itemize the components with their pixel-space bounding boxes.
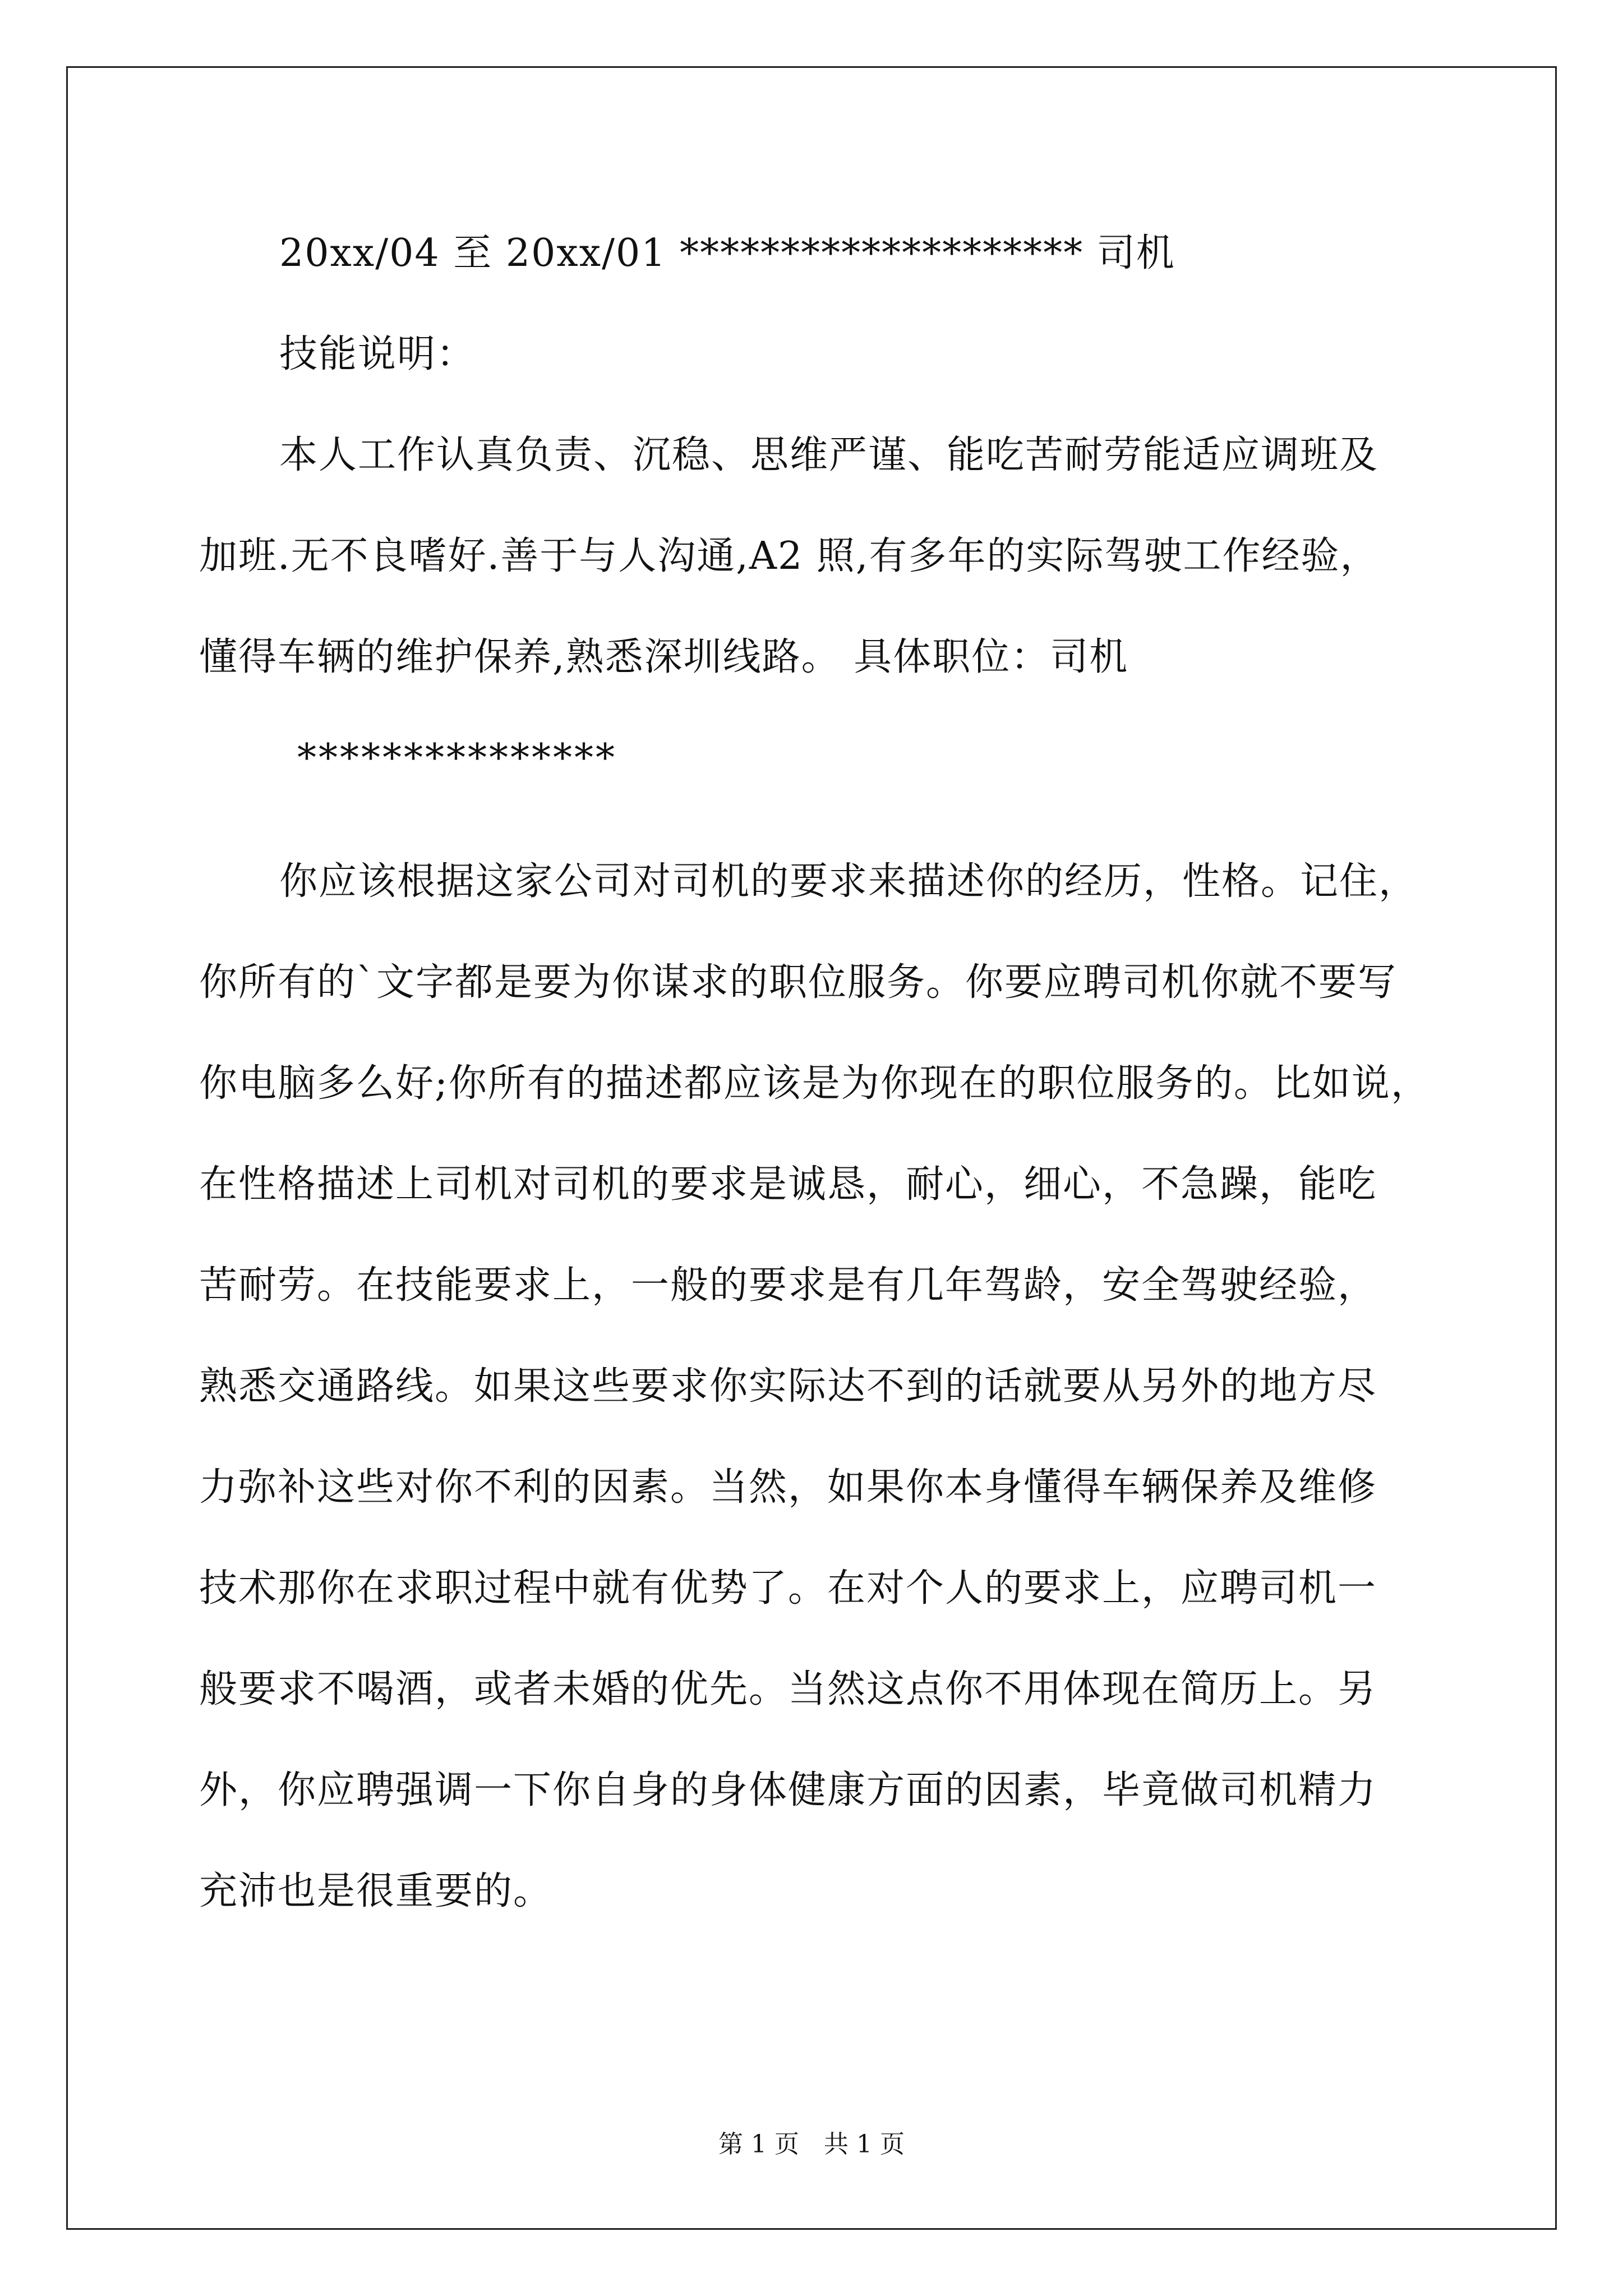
advice-line: 技术那你在求职过程中就有优势了。在对个人的要求上，应聘司机一 [199,1566,1377,1611]
skills-heading: 技能说明： [279,332,476,376]
advice-line: 苦耐劳。在技能要求上，一般的要求是有几年驾龄，安全驾驶经验， [199,1263,1377,1308]
advice-line: 你所有的`文字都是要为你谋求的职位服务。你要应聘司机你就不要写 [199,960,1398,1005]
advice-line: 在性格描述上司机对司机的要求是诚恳，耐心，细心，不急躁，能吃 [199,1162,1377,1207]
separator-stars: *************** [297,736,617,780]
advice-line: 充沛也是很重要的。 [199,1869,553,1913]
skills-line: 加班.无不良嗜好.善于与人沟通,A2 照,有多年的实际驾驶工作经验， [199,534,1380,578]
advice-line: 你电脑多么好;你所有的描述都应该是为你现在的职位服务的。比如说， [199,1061,1430,1106]
advice-line: 你应该根据这家公司对司机的要求来描述你的经历，性格。记住， [279,859,1418,904]
job-period-line: 20xx/04 至 20xx/01 ******************** 司机 [279,231,1175,275]
advice-line: 熟悉交通路线。如果这些要求你实际达不到的话就要从另外的地方尽 [199,1364,1377,1409]
skills-line: 懂得车辆的维护保养,熟悉深圳线路。 具体职位：司机 [199,635,1129,679]
advice-line: 外，你应聘强调一下你自身的身体健康方面的因素，毕竟做司机精力 [199,1768,1377,1812]
skills-line: 本人工作认真负责、沉稳、思维严谨、能吃苦耐劳能适应调班及 [279,433,1379,477]
page-number-footer: 第 1 页 共 1 页 [718,2130,905,2159]
advice-line: 般要求不喝酒，或者未婚的优先。当然这点你不用体现在简历上。另 [199,1667,1377,1711]
advice-line: 力弥补这些对你不利的因素。当然，如果你本身懂得车辆保养及维修 [199,1465,1377,1510]
